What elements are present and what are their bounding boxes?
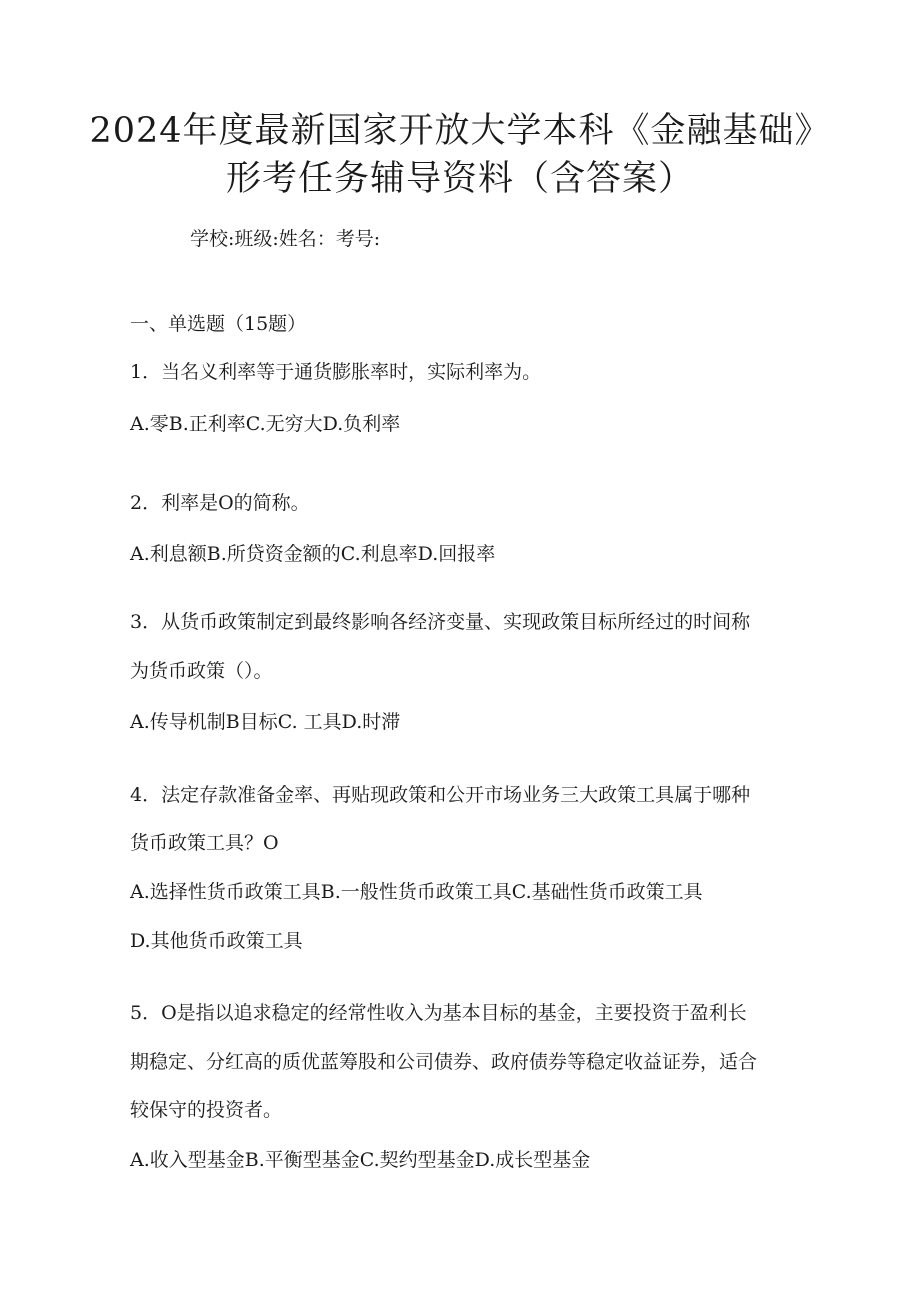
question-3-stem-line-1: 3．从货币政策制定到最终影响各经济变量、实现政策目标所经过的时间称 (130, 611, 751, 633)
document-title-line-2: 形考任务辅导资料（含答案） (225, 159, 694, 199)
question-1-stem: 1．当名义利率等于通货膨胀率时，实际利率为。 (130, 361, 542, 383)
question-5-stem-line-1: 5．O是指以追求稳定的经常性收入为基本目标的基金，主要投资于盈利长 (130, 1002, 747, 1024)
question-3-stem-line-2: 为货币政策（）。 (130, 660, 273, 682)
question-4-stem-line-1: 4．法定存款准备金率、再贴现政策和公开市场业务三大政策工具属于哪种 (130, 784, 751, 806)
question-5-stem-line-3: 较保守的投资者。 (130, 1099, 283, 1121)
question-3-options: A.传导机制B目标C. 工具D.时滞 (130, 711, 401, 733)
question-1-options: A.零B.正利率C.无穷大D.负利率 (130, 413, 401, 435)
question-4-options-line-1: A.选择性货币政策工具B.一般性货币政策工具C.基础性货币政策工具 (130, 881, 703, 903)
student-info-line: 学校:班级:姓名：考号: (190, 228, 381, 250)
question-4-stem-line-2: 货币政策工具？O (130, 832, 279, 854)
question-2-options: A.利息额B.所贷资金额的C.利息率D.回报率 (130, 543, 496, 565)
document-title-line-1: 2024年度最新国家开放大学本科《金融基础》 (89, 111, 831, 151)
question-2-stem: 2．利率是O的简称。 (130, 492, 310, 514)
question-5-options: A.收入型基金B.平衡型基金C.契约型基金D.成长型基金 (130, 1149, 591, 1171)
question-5-stem-line-2: 期稳定、分红高的质优蓝筹股和公司债券、政府债券等稳定收益证券，适合 (130, 1051, 758, 1073)
question-4-options-line-2: D.其他货币政策工具 (130, 930, 303, 952)
section-heading: 一、单选题（15题） (130, 313, 307, 335)
